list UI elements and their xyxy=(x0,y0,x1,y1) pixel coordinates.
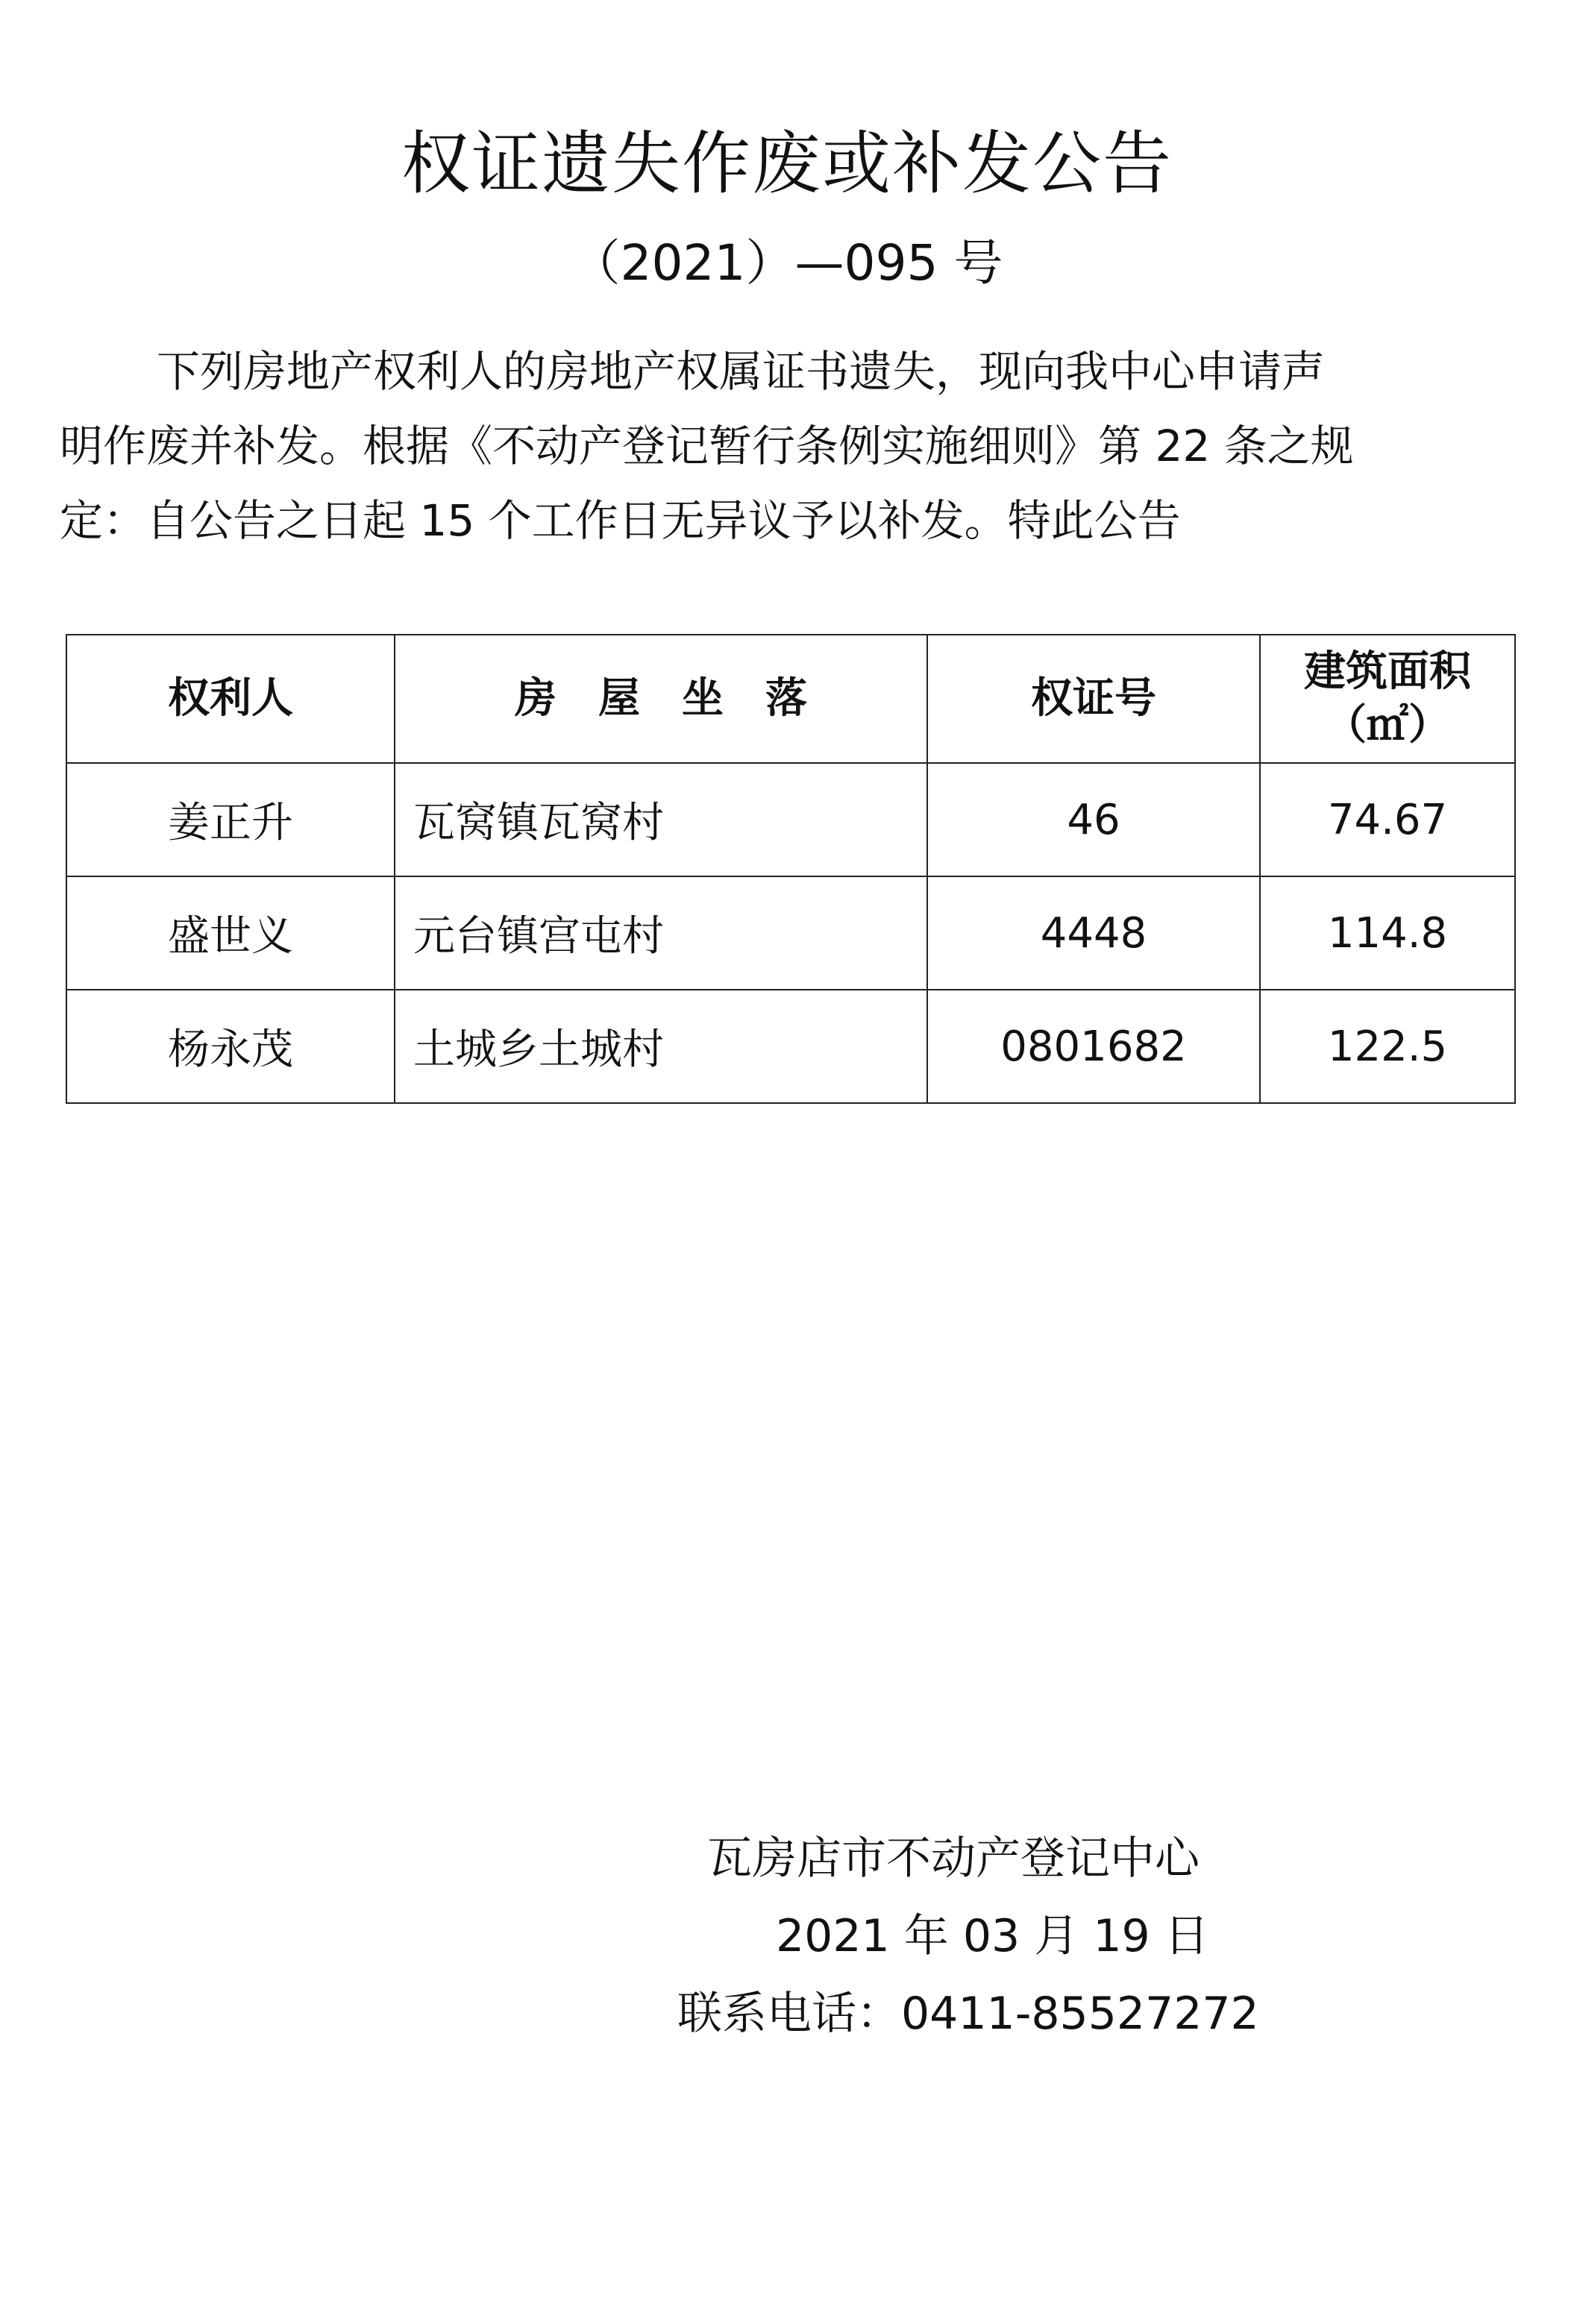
cell-cert: 4448 xyxy=(927,876,1260,990)
table-row xyxy=(66,876,1515,990)
cell-address: 瓦窝镇瓦窝村 xyxy=(395,763,927,876)
cell-area: 114.8 xyxy=(1260,876,1515,990)
header-address: 房 屋 坐 落 xyxy=(395,635,927,763)
table-row xyxy=(66,990,1515,1103)
table-header-row xyxy=(66,635,1515,763)
body-line: 定：自公告之日起 15 个工作日无异议予以补发。特此公告 xyxy=(60,495,1181,546)
signature-org: 瓦房店市不动产登记中心 xyxy=(707,1832,1200,1885)
cell-address: 土城乡土城村 xyxy=(395,990,927,1103)
header-area-label: 建筑面积 xyxy=(1304,647,1471,696)
header-area xyxy=(1260,635,1515,763)
body-line: 明作废并补发。根据《不动产登记暂行条例实施细则》第 22 条之规 xyxy=(60,421,1354,471)
notice-number: （2021）—095 号 xyxy=(571,234,1003,292)
signature-block xyxy=(656,1820,1328,2053)
body-line: 下列房地产权利人的房地产权属证书遗失，现向我中心申请声 xyxy=(157,346,1326,397)
cell-cert: 46 xyxy=(927,763,1260,876)
cell-address: 元台镇宫屯村 xyxy=(395,876,927,990)
notice-body xyxy=(60,334,1522,558)
cell-name: 盛世义 xyxy=(66,876,395,990)
cell-name: 杨永茂 xyxy=(66,990,395,1103)
cell-name: 姜正升 xyxy=(66,763,395,876)
notice-title: 权证遗失作废或补发公告 xyxy=(401,124,1173,204)
cell-area: 122.5 xyxy=(1260,990,1515,1103)
header-name: 权利人 xyxy=(66,635,395,763)
records-table xyxy=(66,634,1516,1104)
header-area-unit: （㎡） xyxy=(1325,701,1450,750)
signature-date: 2021 年 03 月 19 日 xyxy=(776,1910,1209,1962)
header-cert: 权证号 xyxy=(927,635,1260,763)
signature-phone: 联系电话：0411-85527272 xyxy=(677,1988,1259,2040)
cell-area: 74.67 xyxy=(1260,763,1515,876)
cell-cert: 0801682 xyxy=(927,990,1260,1103)
table-row xyxy=(66,763,1515,876)
